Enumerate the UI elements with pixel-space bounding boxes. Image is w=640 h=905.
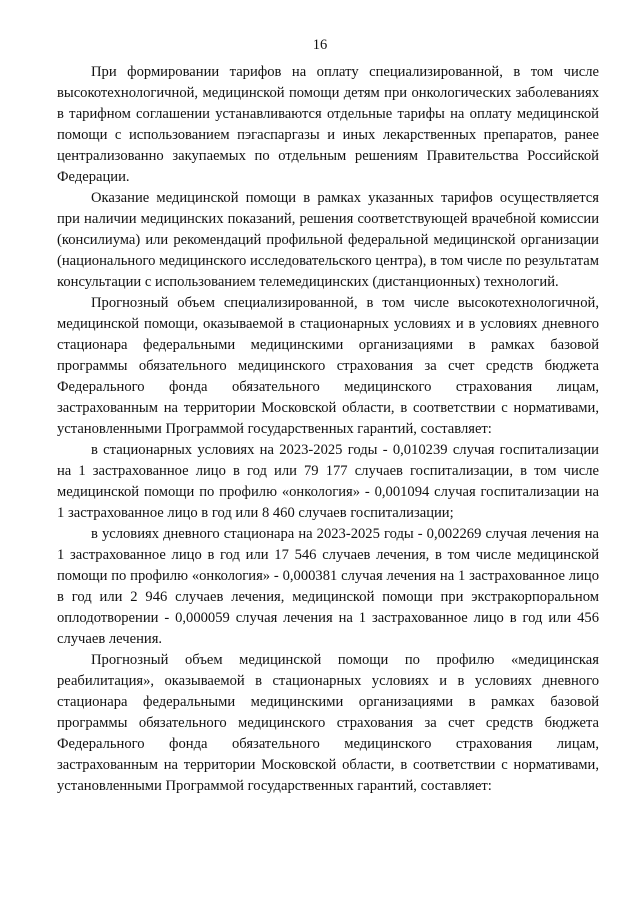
paragraph-rehabilitation: Прогнозный объем медицинской помощи по профилю «медицинская реабилитация», оказываемой в стационарных условиях и в условиях дневного стационара федеральными медицинскими организациями в рамках базовой программы обязательного медицинского страхования за счет средств бюджета Федерального фонда обязательного медицинского страхования лицам, застрахованным на территории Московской области, в соответствии с нормативами, установленными Программой государственных гарантий, составляет: bbox=[57, 652, 599, 794]
page-number: 16 bbox=[312, 37, 328, 53]
paragraph-tariffs: При формировании тарифов на оплату специализированной, в том числе высокотехнологичной, медицинской помощи детям при онкологических заболеваниях в тарифном соглашении устанавливаются отдельные тарифы на оплату медицинской помощи с использованием пэгаспаргазы и иных лекарственных препаратов, ранее централизованно закупаемых по отдельным решениям Правительства Российской Федерации. bbox=[57, 64, 599, 185]
paragraph-forecast-volume: Прогнозный объем специализированной, в том числе высокотехнологичной, медицинской помощи, оказываемой в стационарных условиях и в условиях дневного стационара федеральными медицинскими организациями в рамках базовой программы обязательного медицинского страхования за счет средств бюджета Федерального фонда обязательного медицинского страхования лицам, застрахованным на территории Московской области, в соответствии с нормативами, установленными Программой государственных гарантий, составляет: bbox=[57, 295, 599, 437]
paragraph-medical-care: Оказание медицинской помощи в рамках указанных тарифов осуществляется при наличии медицинских показаний, решения соответствующей врачебной комиссии (консилиума) или рекомендаций профильной федеральной медицинской организации (национального медицинского исследовательского центра), в том числе по результатам консультации с использованием телемедицинских (дистанционных) технологий. bbox=[57, 190, 599, 290]
paragraph-day-hospital: в условиях дневного стационара на 2023-2025 годы - 0,002269 случая лечения на 1 застрахованное лицо в год или 17 546 случаев лечения, в том числе медицинской помощи по профилю «онкология» - 0,000381 случая лечения на 1 застрахованное лицо в год или 2 946 случаев лечения, медицинской помощи при экстракорпоральном оплодотворении - 0,000059 случая лечения на 1 застрахованное лицо в год или 456 случаев лечения. bbox=[57, 526, 599, 647]
paragraph-inpatient: в стационарных условиях на 2023-2025 годы - 0,010239 случая госпитализации на 1 застрахованное лицо в год или 79 177 случаев госпитализации, в том числе медицинской помощи по профилю «онкология» - 0,001094 случая госпитализации на 1 застрахованное лицо в год или 8 460 случаев госпитализации; bbox=[57, 442, 599, 521]
document-body bbox=[57, 62, 599, 797]
